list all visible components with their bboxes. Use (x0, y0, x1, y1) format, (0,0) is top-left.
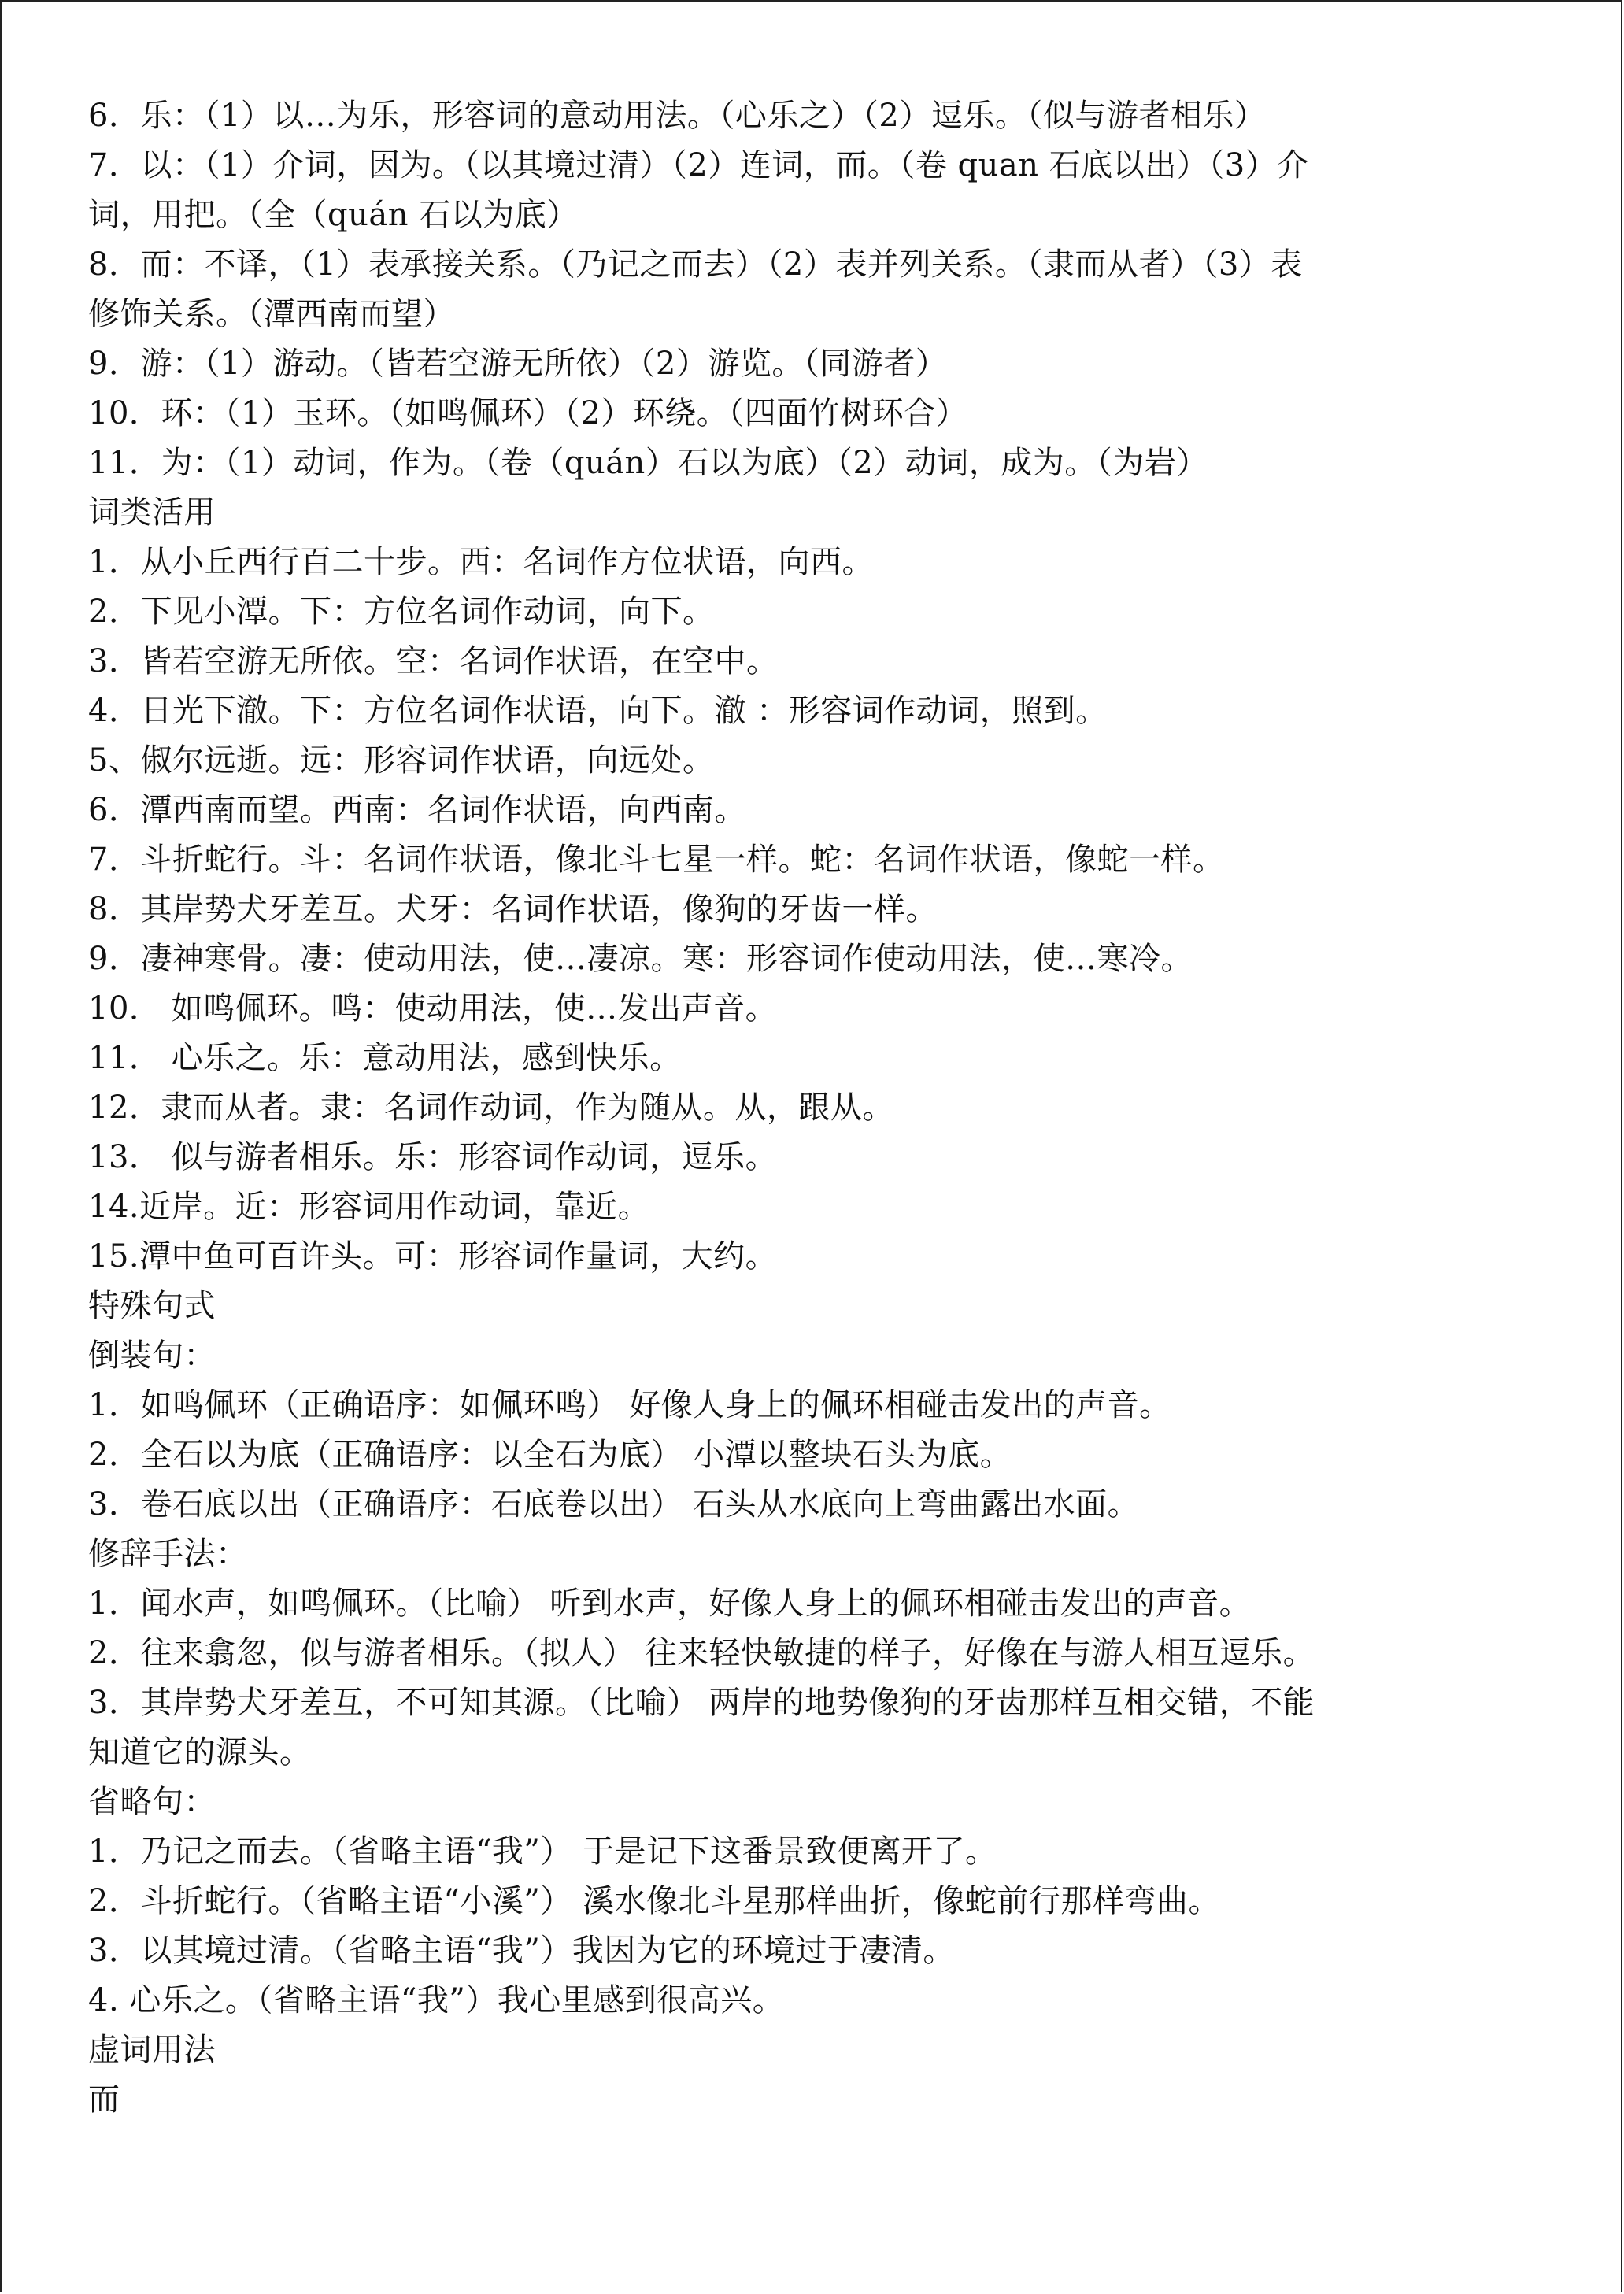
text-line: 2．下见小潭。下：方位名词作动词，向下。 (88, 594, 715, 630)
subsection-heading: 修辞手法： (88, 1536, 248, 1572)
subsection-heading: 倒装句： (88, 1338, 216, 1374)
text-line: 3．以其境过清。（省略主语“我”）我因为它的环境过于凄清。 (88, 1933, 955, 1969)
text-line: 6．乐：（1）以…为乐，形容词的意动用法。（心乐之）（2）逗乐。（似与游者相乐） (88, 98, 1267, 134)
text-line: 2．全石以为底（正确语序：以全石为底） 小潭以整块石头为底。 (88, 1437, 1012, 1473)
text-line: 1．从小丘西行百二十步。西：名词作方位状语，向西。 (88, 544, 874, 580)
text-line: 4. 心乐之。（省略主语“我”）我心里感到很高兴。 (88, 1982, 785, 2018)
subsection-heading: 省略句： (88, 1784, 216, 1820)
section-heading: 词类活用 (88, 494, 216, 531)
text-line: 5、俶尔远逝。远：形容词作状语，向远处。 (88, 742, 715, 779)
text-line: 而 (88, 2081, 120, 2118)
text-line: 12．隶而从者。隶：名词作动词，作为随从。从，跟从。 (88, 1090, 894, 1126)
text-line: 9．凄神寒骨。凄：使动用法，使…凄凉。寒：形容词作使动用法，使…寒冷。 (88, 941, 1193, 977)
text-line: 13． 似与游者相乐。乐：形容词作动词，逗乐。 (88, 1139, 778, 1175)
document-body (88, 91, 1544, 2125)
text-line: 10． 如鸣佩环。鸣：使动用法，使…发出声音。 (88, 990, 778, 1027)
text-line: 3．其岸势犬牙差互，不可知其源。（比喻） 两岸的地势像狗的牙齿那样互相交错，不能 (88, 1685, 1315, 1721)
text-line: 知道它的源头。 (88, 1734, 312, 1770)
text-line: 2．往来翕忽，似与游者相乐。（拟人） 往来轻快敏捷的样子，好像在与游人相互逗乐。 (88, 1635, 1315, 1671)
text-line: 4．日光下澈。下：方位名词作状语，向下。澈 ：形容词作动词，照到。 (88, 693, 1108, 729)
section-heading: 特殊句式 (88, 1288, 216, 1324)
text-line: 14.近岸。近：形容词用作动词，靠近。 (88, 1189, 650, 1225)
text-line: 8．其岸势犬牙差互。犬牙：名词作状语，像狗的牙齿一样。 (88, 891, 938, 927)
text-line: 15.潭中鱼可百许头。可：形容词作量词，大约。 (88, 1238, 778, 1275)
text-line: 2．斗折蛇行。（省略主语“小溪”） 溪水像北斗星那样曲折，像蛇前行那样弯曲。 (88, 1883, 1221, 1919)
text-line: 11．为：（1）动词，作为。（卷（quán）石以为底）（2）动词，成为。（为岩） (88, 445, 1208, 481)
text-line: 3．皆若空游无所依。空：名词作状语，在空中。 (88, 643, 779, 679)
text-line: 1．如鸣佩环（正确语序：如佩环鸣） 好像人身上的佩环相碰击发出的声音。 (88, 1387, 1171, 1423)
text-line: 1．乃记之而去。（省略主语“我”） 于是记下这番景致便离开了。 (88, 1833, 997, 1870)
text-line: 10．环：（1）玉环。（如鸣佩环）（2）环绕。（四面竹树环合） (88, 395, 968, 431)
text-line: 词，用把。（全（quán 石以为底） (88, 197, 579, 233)
text-line: 9．游：（1）游动。（皆若空游无所依）（2）游览。（同游者） (88, 346, 948, 382)
text-line: 修饰关系。（潭西南而望） (88, 296, 455, 332)
text-line: 7．斗折蛇行。斗：名词作状语，像北斗七星一样。蛇：名词作状语，像蛇一样。 (88, 842, 1225, 878)
text-line: 1．闻水声，如鸣佩环。（比喻） 听到水声，好像人身上的佩环相碰击发出的声音。 (88, 1585, 1252, 1622)
text-line: 7．以：（1）介词，因为。（以其境过清）（2）连词，而。（卷 quan 石底以出）（3）介 (88, 147, 1309, 183)
text-line: 3．卷石底以出（正确语序：石底卷以出） 石头从水底向上弯曲露出水面。 (88, 1486, 1140, 1523)
text-line: 8．而：不译，（1）表承接关系。（乃记之而去）（2）表并列关系。（隶而从者）（3）表 (88, 246, 1303, 283)
text-line: 6．潭西南而望。西南：名词作状语，向西南。 (88, 792, 746, 828)
section-heading: 虚词用法 (88, 2032, 216, 2068)
text-line: 11． 心乐之。乐：意动用法，感到快乐。 (88, 1040, 682, 1076)
